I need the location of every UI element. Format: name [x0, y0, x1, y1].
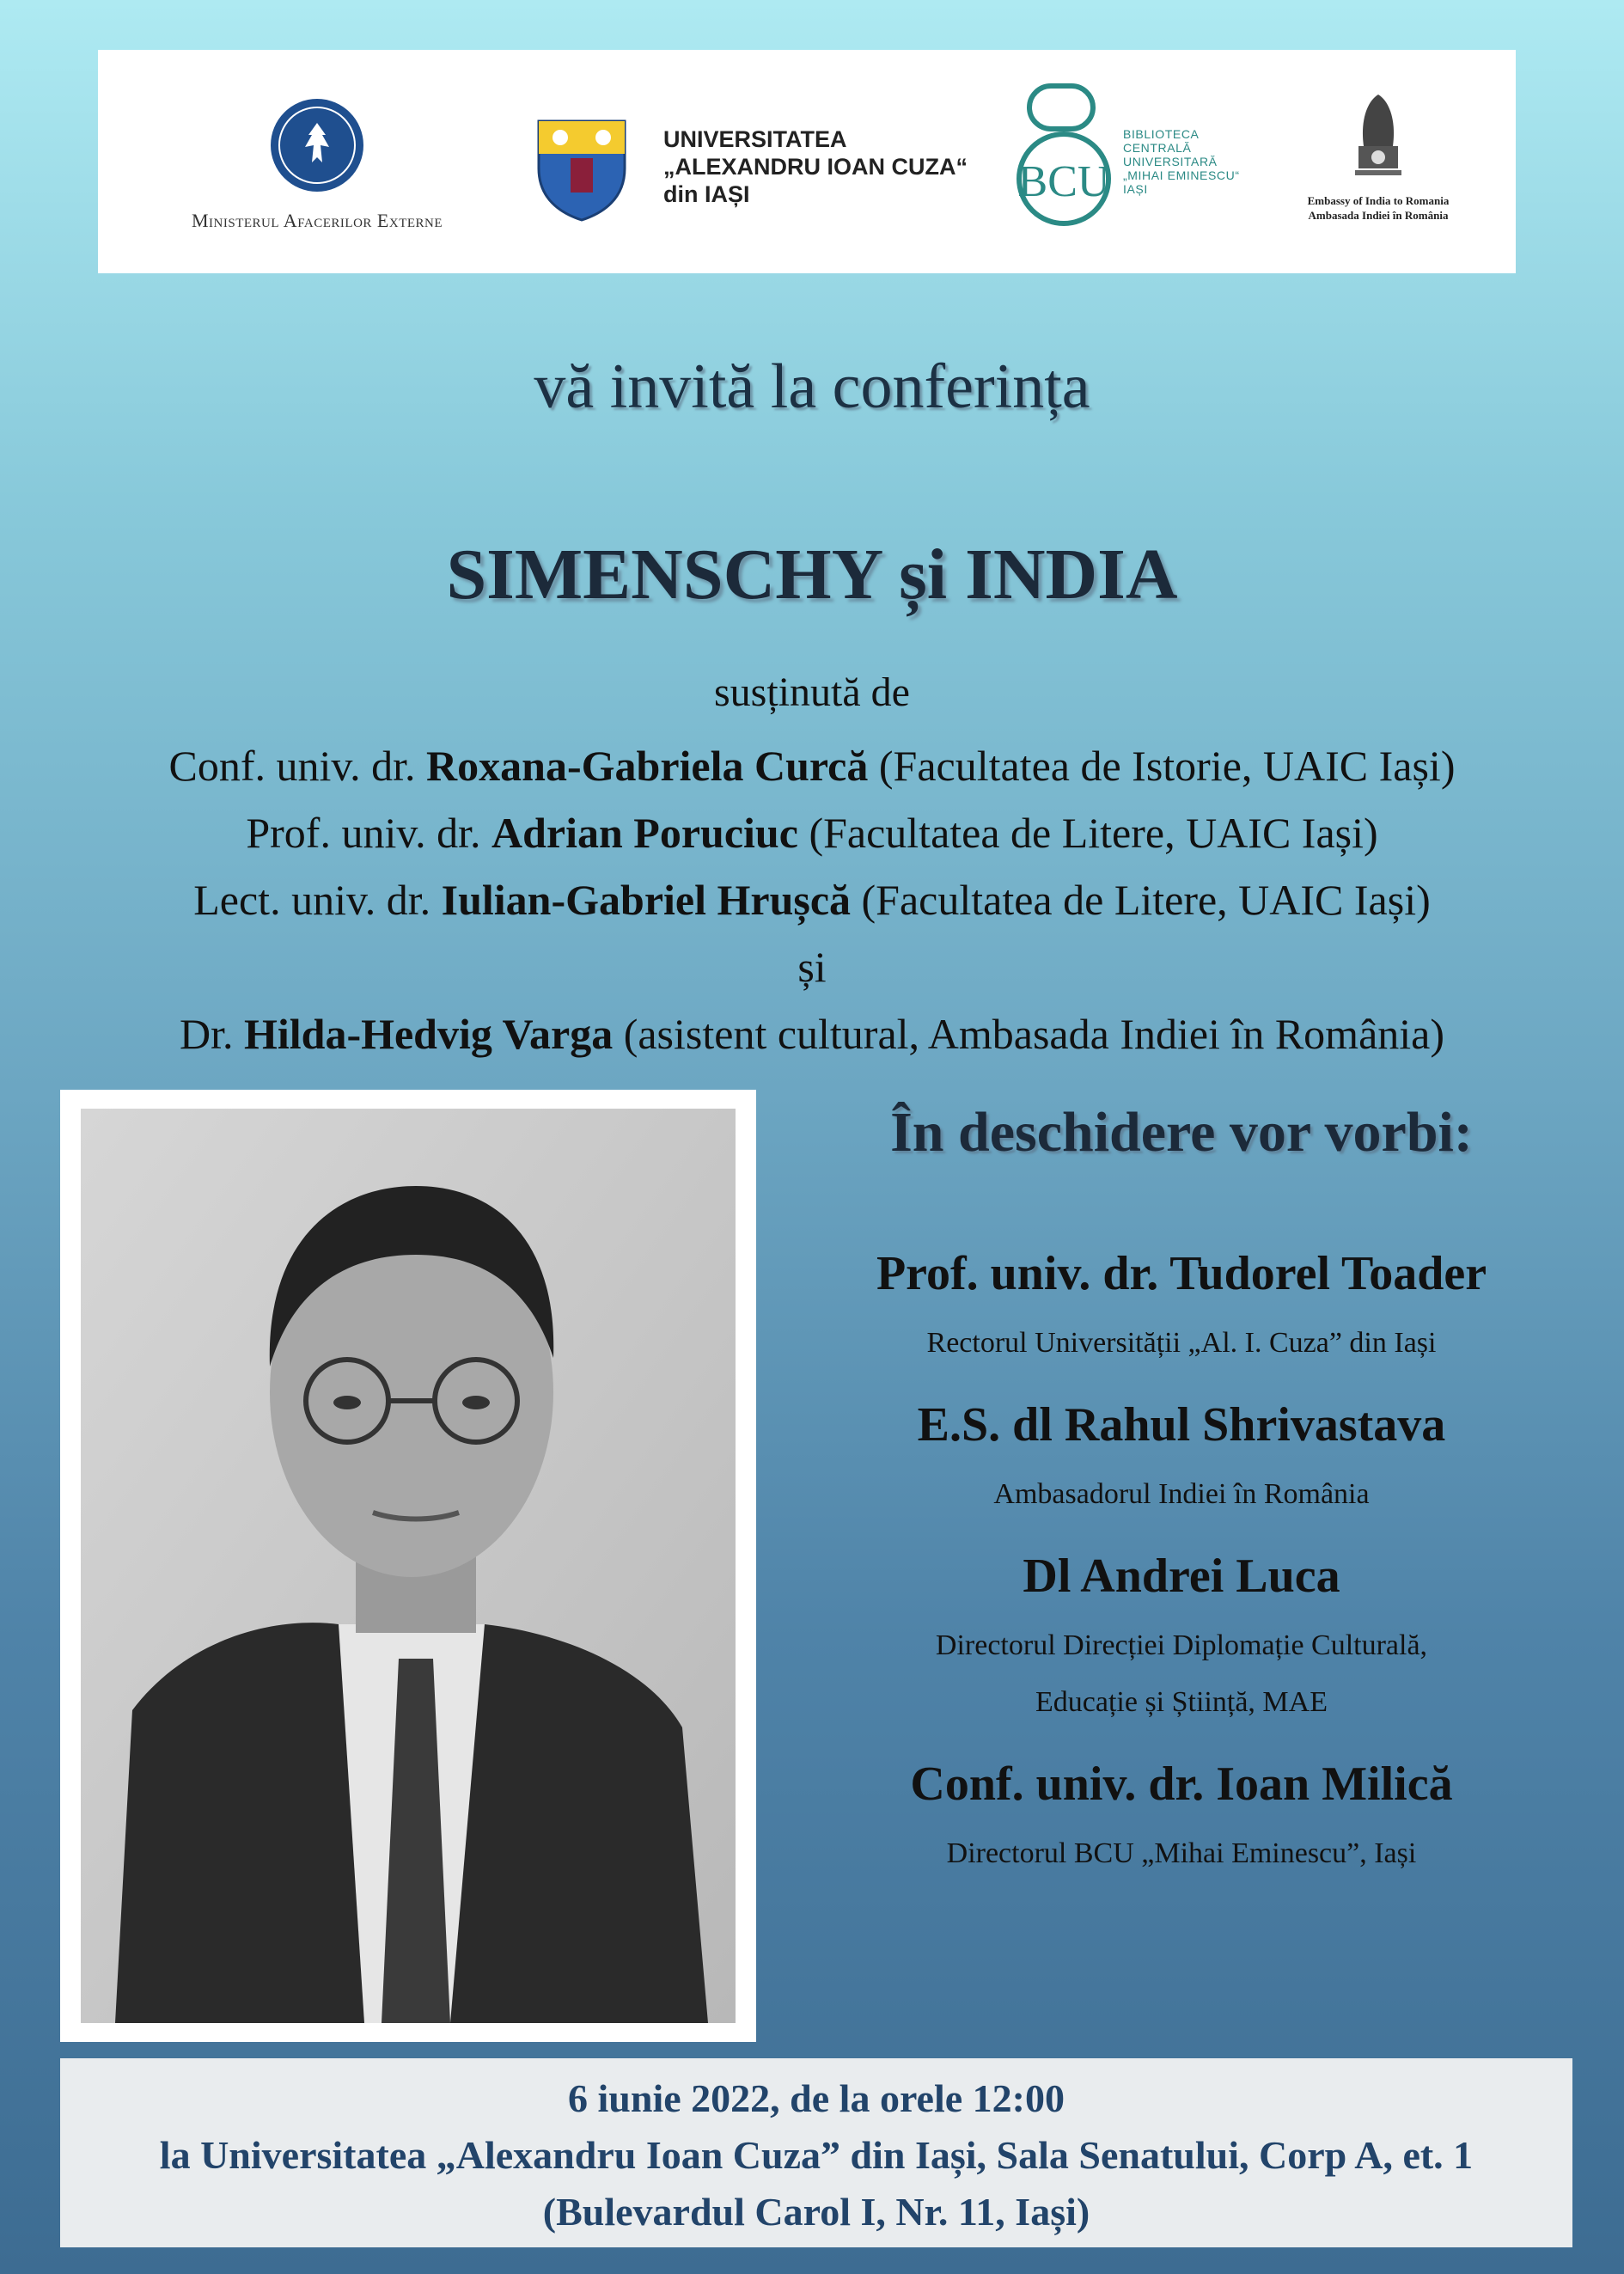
opening-speaker-role: Directorul BCU „Mihai Eminescu”, Iași — [946, 1837, 1417, 1869]
event-details-box — [60, 2058, 1572, 2247]
portrait-photo-frame — [60, 1090, 756, 2042]
opening-speaker-role: Rectorul Universității „Al. I. Cuza” din Iași — [926, 1327, 1437, 1359]
event-venue: la Universitatea „Alexandru Ioan Cuza” din Iași, Sala Senatului, Corp A, et. 1 — [159, 2133, 1474, 2177]
speaker-prefix: Conf. univ. dr. — [168, 742, 427, 790]
uaic-line-2: „ALEXANDRU IOAN CUZA“ — [663, 154, 968, 180]
event-date-time: 6 iunie 2022, de la orele 12:00 — [568, 2076, 1065, 2120]
bcu-line-3: UNIVERSITARĂ — [1123, 155, 1218, 168]
speaker-name: Hilda-Hedvig Varga — [243, 1010, 614, 1058]
uaic-line-3: din IAȘI — [663, 181, 750, 207]
mae-logo — [150, 97, 485, 232]
opening-speaker-role-continued: Educație și Știință, MAE — [1035, 1686, 1328, 1718]
bcu-line-2: CENTRALĂ — [1123, 141, 1192, 155]
speaker-row — [0, 732, 1624, 799]
opening-speaker-role: Directorul Direcției Diplomație Culturală, — [935, 1629, 1428, 1661]
speaker-row — [0, 799, 1624, 866]
mae-label: Ministerul Afacerilor Externe — [191, 210, 443, 231]
speaker-affiliation: (Facultatea de Litere, UAIC Iași) — [797, 809, 1378, 857]
uaic-logo — [534, 117, 981, 229]
event-address: (Bulevardul Carol I, Nr. 11, Iași) — [542, 2190, 1090, 2234]
government-seal-icon — [269, 97, 365, 193]
uaic-text — [663, 125, 968, 208]
intro-text: susținută de — [714, 669, 910, 715]
bcu-logo — [1014, 83, 1272, 246]
uaic-line-1: UNIVERSITATEA — [663, 126, 847, 152]
opening-speakers-list — [816, 1243, 1547, 1904]
opening-speaker-name: Prof. univ. dr. Tudorel Toader — [876, 1247, 1487, 1300]
opening-heading: În deschidere vor vorbi: — [890, 1101, 1473, 1164]
bcu-line-5: IAȘI — [1123, 182, 1148, 196]
speaker-prefix: Prof. univ. dr. — [246, 809, 491, 857]
portrait-photo — [81, 1109, 736, 2023]
bcu-line-1: BIBLIOTECA — [1123, 127, 1200, 141]
speaker-name: Roxana-Gabriela Curcă — [426, 742, 869, 790]
invite-text: vă invită la conferința — [534, 351, 1090, 422]
opening-speaker-name: Dl Andrei Luca — [1023, 1550, 1340, 1603]
speakers-list — [0, 732, 1624, 1067]
lion-capital-emblem-icon — [1348, 86, 1408, 189]
speaker-prefix: Lect. univ. dr. — [193, 876, 442, 924]
conference-title: SIMENSCHY și INDIA — [446, 535, 1178, 614]
bcu-monogram: BCU — [1017, 157, 1110, 206]
speaker-name: Iulian-Gabriel Hrușcă — [441, 876, 852, 924]
speaker-prefix: Dr. — [179, 1010, 244, 1058]
india-line-2: Ambasada Indiei în România — [1308, 209, 1449, 222]
opening-speaker-name: E.S. dl Rahul Shrivastava — [917, 1398, 1446, 1452]
opening-speaker-name: Conf. univ. dr. Ioan Milică — [910, 1757, 1453, 1811]
speaker-row — [0, 866, 1624, 933]
speaker-affiliation: (Facultatea de Istorie, UAIC Iași) — [868, 742, 1456, 790]
india-line-1: Embassy of India to Romania — [1307, 194, 1450, 207]
speaker-affiliation: (asistent cultural, Ambasada Indiei în România) — [613, 1010, 1445, 1058]
bcu-line-4: „MIHAI EMINESCU“ — [1123, 168, 1240, 182]
india-embassy-logo — [1284, 86, 1473, 223]
speaker-affiliation: (Facultatea de Litere, UAIC Iași) — [851, 876, 1431, 924]
partner-logos-bar — [98, 50, 1516, 273]
speaker-name: Adrian Poruciuc — [491, 809, 798, 857]
speaker-row — [0, 1000, 1624, 1067]
university-shield-icon — [534, 117, 629, 222]
bcu-text — [1123, 127, 1240, 196]
opening-speaker-role: Ambasadorul Indiei în România — [993, 1478, 1370, 1510]
conjunction: și — [797, 943, 827, 991]
bcu-monogram-icon — [1014, 83, 1117, 235]
